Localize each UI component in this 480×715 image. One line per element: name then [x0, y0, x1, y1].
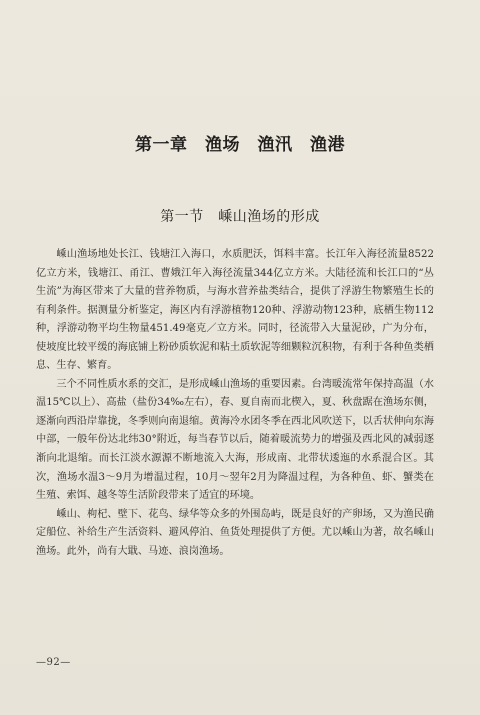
page-number: —92— [36, 657, 71, 668]
paragraph-2: 三个不同性质水系的交汇，是形成嵊山渔场的重要因素。台湾暖流常年保持高温（水温15℃以上）、高盐（盐份34‰左右），春、夏自南而北楔入，夏、秋盘踞在渔场东侧，逐渐向西沿岸靠拢，冬季则向南退缩。黄海冷水团冬季在西北风吹送下，以舌状伸向东海中部，一般年份达北纬30°附近，每当春节以后，随着暖流势力的增强及西北风的减弱逐渐向北退缩。而长江淡水源源不断地流入大海，形成南、北带状逶迤的水系混合区。其次，渔场水温3～9月为增温过程，10月～翌年2月为降温过程，为各种鱼、虾、蟹类在生殖、索饵、越冬等生活阶段带来了适宜的环境。 [36, 378, 434, 502]
chapter-title: 第一章 渔场 渔汛 渔港 [135, 135, 345, 155]
section-title: 第一节 嵊山渔场的形成 [160, 209, 320, 225]
paragraph-1: 嵊山渔场地处长江、钱塘江入海口，水质肥沃，饵料丰富。长江年入海径流量8522亿立方米，钱塘江、甬江、曹娥江年入海径流量344亿立方米。大陆径流和长江口的“丛生流”为海区带来了大量的营养物质，与海水营养盐类结合，提供了浮游生物繁殖生长的有利条件。据测量分析鉴定，海区内有浮游植物120种、浮游动物123种，底栖生物112种，浮游动物平均生物量451.49毫克／立方米。同时，径流带入大量泥砂，广为分布，使坡度比较平缓的海底铺上粉砂质软泥和粘土质软泥等细颗粒沉积物，有利于各种鱼类栖息、生存、繁育。 [36, 249, 434, 372]
body-text [36, 246, 434, 561]
paragraph-3: 嵊山、枸杞、壁下、花鸟、绿华等众多的外围岛屿，既是良好的产卵场，又为渔民确定船位、补给生产生活资料、避风停泊、鱼货处理提供了方便。尤以嵊山为著，故名嵊山渔场。此外，尚有大戢、马迹、浪岗渔场。 [36, 508, 434, 557]
